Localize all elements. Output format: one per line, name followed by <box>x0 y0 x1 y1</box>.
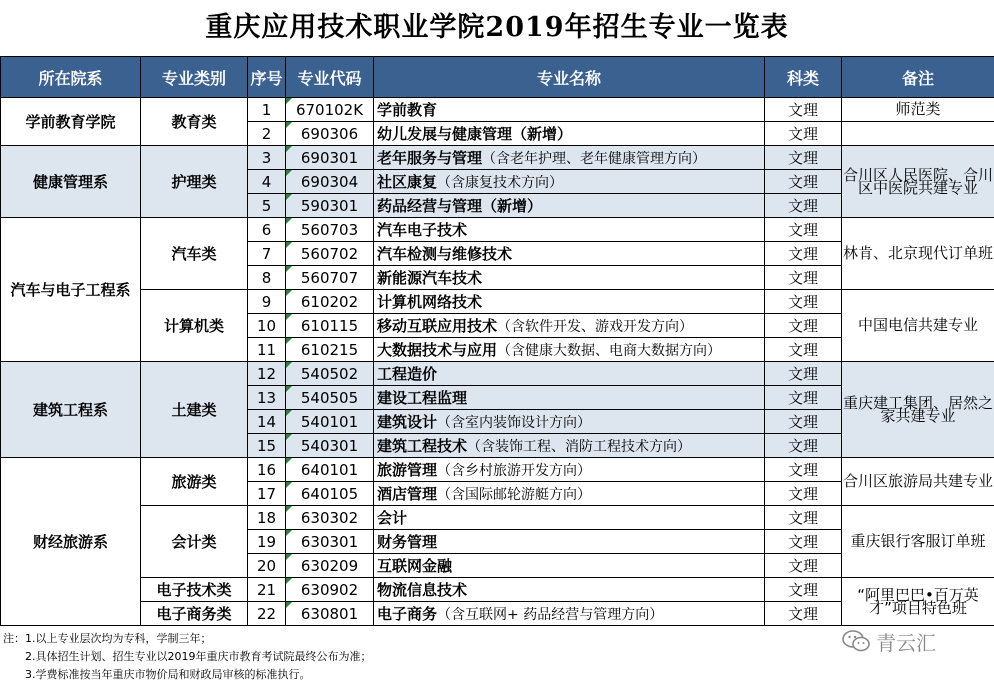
table-row <box>1 578 994 602</box>
remark-cell: 林肯、北京现代订单班 <box>842 218 994 290</box>
header-category: 专业类别 <box>141 57 248 98</box>
table-row <box>1 98 994 122</box>
subject-type: 文理 <box>765 386 842 410</box>
table-row <box>1 506 994 530</box>
row-number: 17 <box>248 482 286 506</box>
subject-type: 文理 <box>765 122 842 146</box>
major-name-main: 会计 <box>377 509 408 527</box>
major-code: 540502 <box>286 362 374 386</box>
subject-type: 文理 <box>765 170 842 194</box>
remark-cell: 重庆银行客服订单班 <box>842 506 994 578</box>
category-cell: 教育类 <box>141 98 248 146</box>
major-name-main: 建筑工程技术 <box>377 437 468 455</box>
footnote-2: 2.具体招生计划、招生专业以2019年重庆市教育考试院最终公布为准； <box>25 650 372 663</box>
major-name-sub: （含健康大数据、电商大数据方向） <box>497 343 722 359</box>
major-name-main: 建设工程监理 <box>377 389 468 407</box>
major-name <box>374 434 765 458</box>
major-name <box>374 530 765 554</box>
category-cell: 会计类 <box>141 506 248 578</box>
table-row <box>1 290 994 314</box>
major-name-main: 移动互联应用技术 <box>377 317 498 335</box>
major-code: 590301 <box>286 194 374 218</box>
wechat-icon <box>842 629 870 653</box>
major-name-sub: （含老年护理、老年健康管理方向） <box>482 151 707 167</box>
major-name <box>374 170 765 194</box>
major-name <box>374 602 765 626</box>
major-name-sub: （含装饰工程、消防工程技术方向） <box>467 439 692 455</box>
major-name <box>374 362 765 386</box>
row-number: 7 <box>248 242 286 266</box>
header-remarks: 备注 <box>842 57 994 98</box>
major-name-sub: （含乡村旅游开发方向） <box>437 463 592 479</box>
major-name <box>374 386 765 410</box>
major-name-main: 物流信息技术 <box>377 581 468 599</box>
subject-type: 文理 <box>765 194 842 218</box>
college-cell: 汽车与电子工程系 <box>1 218 141 362</box>
row-number: 14 <box>248 410 286 434</box>
subject-type: 文理 <box>765 482 842 506</box>
major-name <box>374 98 765 122</box>
row-number: 2 <box>248 122 286 146</box>
major-name-sub: （含室内装饰设计方向） <box>437 415 592 431</box>
major-name <box>374 338 765 362</box>
header-code: 专业代码 <box>286 57 374 98</box>
major-name-main: 酒店管理 <box>377 485 438 503</box>
header-number: 序号 <box>248 57 286 98</box>
major-name <box>374 458 765 482</box>
major-code: 630902 <box>286 578 374 602</box>
row-number: 20 <box>248 554 286 578</box>
remark-cell: 合川区旅游局共建专业 <box>842 458 994 506</box>
major-name <box>374 290 765 314</box>
category-cell: 计算机类 <box>141 290 248 362</box>
category-cell: 旅游类 <box>141 458 248 506</box>
subject-type: 文理 <box>765 290 842 314</box>
major-name-sub: （含软件开发、游戏开发方向） <box>497 319 694 335</box>
major-name-main: 互联网金融 <box>377 557 453 575</box>
major-code: 630209 <box>286 554 374 578</box>
major-name <box>374 218 765 242</box>
major-code: 640105 <box>286 482 374 506</box>
remark-cell: 中国电信共建专业 <box>842 290 994 362</box>
table-header-row <box>1 57 994 98</box>
major-code: 670102K <box>286 98 374 122</box>
major-code: 540101 <box>286 410 374 434</box>
major-code: 560703 <box>286 218 374 242</box>
college-cell: 学前教育学院 <box>1 98 141 146</box>
row-number: 22 <box>248 602 286 626</box>
major-name-main: 老年服务与管理 <box>377 149 483 167</box>
table-row <box>1 362 994 386</box>
major-name <box>374 194 765 218</box>
row-number: 5 <box>248 194 286 218</box>
row-number: 1 <box>248 98 286 122</box>
major-name <box>374 242 765 266</box>
table-row <box>1 218 994 242</box>
major-name-main: 大数据技术与应用 <box>377 341 498 359</box>
row-number: 19 <box>248 530 286 554</box>
subject-type: 文理 <box>765 338 842 362</box>
row-number: 6 <box>248 218 286 242</box>
subject-type: 文理 <box>765 242 842 266</box>
row-number: 12 <box>248 362 286 386</box>
major-code: 610202 <box>286 290 374 314</box>
major-name-main: 建筑设计 <box>377 413 438 431</box>
major-name-main: 药品经营与管理（新增） <box>377 197 543 215</box>
category-cell: 电子商务类 <box>141 602 248 626</box>
major-code: 560707 <box>286 266 374 290</box>
row-number: 21 <box>248 578 286 602</box>
row-number: 8 <box>248 266 286 290</box>
row-number: 4 <box>248 170 286 194</box>
subject-type: 文理 <box>765 218 842 242</box>
category-cell: 护理类 <box>141 146 248 218</box>
college-cell: 健康管理系 <box>1 146 141 218</box>
major-name-main: 工程造价 <box>377 365 438 383</box>
major-name <box>374 266 765 290</box>
major-name <box>374 482 765 506</box>
header-college: 所在院系 <box>1 57 141 98</box>
row-number: 9 <box>248 290 286 314</box>
major-name-main: 汽车检测与维修技术 <box>377 245 513 263</box>
subject-type: 文理 <box>765 602 842 626</box>
major-code: 630301 <box>286 530 374 554</box>
major-code: 610215 <box>286 338 374 362</box>
watermark <box>842 624 982 658</box>
subject-type: 文理 <box>765 266 842 290</box>
subject-type: 文理 <box>765 314 842 338</box>
major-code: 560702 <box>286 242 374 266</box>
remark-cell: 合川区人民医院、合川区中医院共建专业 <box>842 146 994 218</box>
page-title: 重庆应用技术职业学院2019年招生专业一览表 <box>205 12 789 43</box>
subject-type: 文理 <box>765 410 842 434</box>
subject-type: 文理 <box>765 554 842 578</box>
category-cell: 汽车类 <box>141 218 248 290</box>
major-name-main: 计算机网络技术 <box>377 293 483 311</box>
major-name-main: 汽车电子技术 <box>377 221 468 239</box>
major-name-main: 旅游管理 <box>377 461 438 479</box>
remark-cell-empty <box>842 122 994 146</box>
footnote-3: 3.学费标准按当年重庆市物价局和财政局审核的标准执行。 <box>25 668 311 681</box>
table-row <box>1 458 994 482</box>
row-number: 16 <box>248 458 286 482</box>
row-number: 13 <box>248 386 286 410</box>
row-number: 18 <box>248 506 286 530</box>
subject-type: 文理 <box>765 506 842 530</box>
major-code: 540505 <box>286 386 374 410</box>
major-name-main: 学前教育 <box>377 101 438 119</box>
major-code: 640101 <box>286 458 374 482</box>
subject-type: 文理 <box>765 434 842 458</box>
major-name-main: 财务管理 <box>377 533 438 551</box>
subject-type: 文理 <box>765 458 842 482</box>
major-name <box>374 554 765 578</box>
subject-type: 文理 <box>765 98 842 122</box>
college-cell: 建筑工程系 <box>1 362 141 458</box>
major-name-main: 社区康复 <box>377 173 438 191</box>
header-subject-type: 科类 <box>765 57 842 98</box>
major-code: 690304 <box>286 170 374 194</box>
row-number: 15 <box>248 434 286 458</box>
major-name <box>374 122 765 146</box>
major-name <box>374 314 765 338</box>
enrollment-table <box>0 56 994 626</box>
subject-type: 文理 <box>765 530 842 554</box>
category-cell: 土建类 <box>141 362 248 458</box>
major-name-sub: （含康复技术方向） <box>437 175 564 191</box>
major-code: 630302 <box>286 506 374 530</box>
major-code: 690306 <box>286 122 374 146</box>
subject-type: 文理 <box>765 578 842 602</box>
major-code: 540301 <box>286 434 374 458</box>
major-name-sub: （含互联网+ 药品经营与管理方向） <box>437 607 664 623</box>
footnote-1: 注：1.以上专业层次均为专科，学制三年； <box>3 632 212 645</box>
remark-cell: “阿里巴巴•百万英才”项目特色班 <box>842 578 994 626</box>
major-code: 610115 <box>286 314 374 338</box>
major-name <box>374 410 765 434</box>
major-code: 630801 <box>286 602 374 626</box>
header-major-name: 专业名称 <box>374 57 765 98</box>
major-name <box>374 578 765 602</box>
remark-cell: 重庆建工集团、居然之家共建专业 <box>842 362 994 458</box>
major-name-main: 幼儿发展与健康管理（新增） <box>377 125 573 143</box>
row-number: 10 <box>248 314 286 338</box>
row-number: 3 <box>248 146 286 170</box>
major-name-main: 新能源汽车技术 <box>377 269 483 287</box>
watermark-text: 青云汇 <box>876 630 936 655</box>
table-row <box>1 146 994 170</box>
footnotes <box>3 630 803 684</box>
major-name <box>374 506 765 530</box>
college-cell: 财经旅游系 <box>1 458 141 626</box>
major-name-main: 电子商务 <box>377 605 438 623</box>
subject-type: 文理 <box>765 146 842 170</box>
subject-type: 文理 <box>765 362 842 386</box>
category-cell: 电子技术类 <box>141 578 248 602</box>
remark-cell: 师范类 <box>842 98 994 122</box>
major-name <box>374 146 765 170</box>
major-code: 690301 <box>286 146 374 170</box>
major-name-sub: （含国际邮轮游艇方向） <box>437 487 592 503</box>
row-number: 11 <box>248 338 286 362</box>
